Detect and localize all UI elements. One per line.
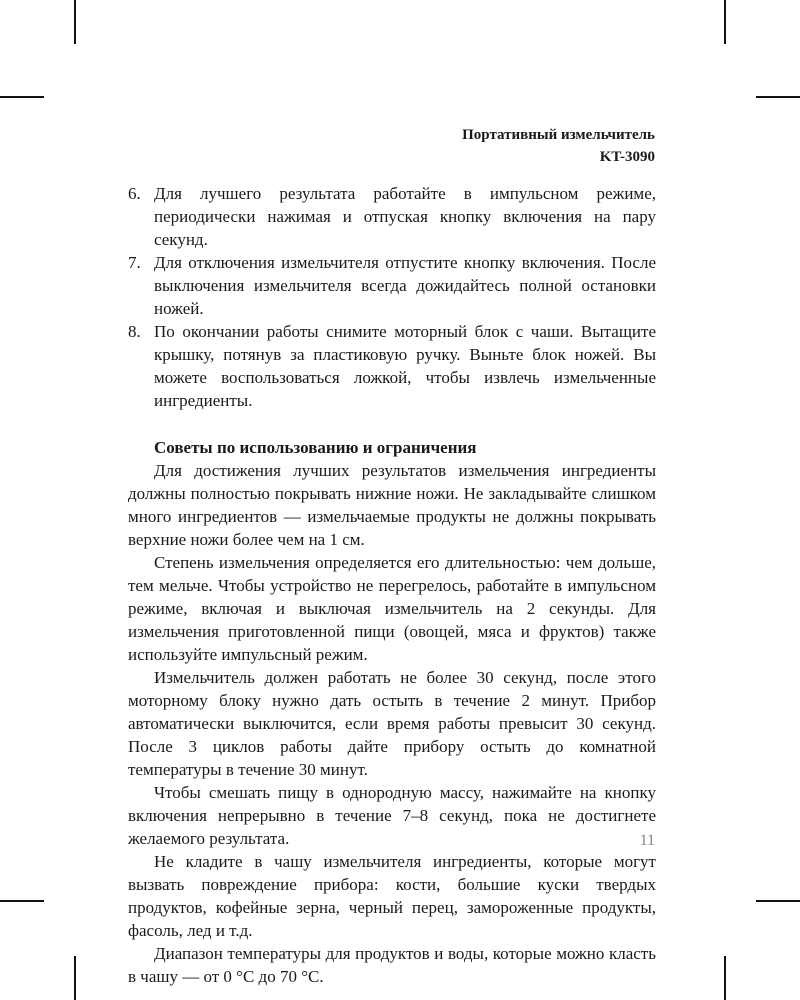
crop-mark-left-lower	[0, 900, 44, 902]
section-title: Советы по использованию и ограничения	[154, 438, 477, 457]
paragraph: Чтобы смешать пищу в однородную массу, нажимайте на кнопку включения непрерывно в течение 7–8 секунд, пока не достигнете желаемого результата.	[128, 783, 656, 848]
paragraph: Диапазон температуры для продуктов и воды, которые можно класть в чашу — от 0 °С до 70 °С.	[128, 944, 656, 986]
step-number: 8.	[128, 322, 141, 341]
instruction-steps	[128, 182, 656, 412]
crop-mark-top-left	[74, 0, 76, 44]
step-number: 6.	[128, 184, 141, 203]
header-product-name: Портативный измельчитель	[462, 127, 655, 143]
page-content	[128, 182, 656, 988]
paragraph: Для достижения лучших результатов измельчения ингредиенты должны полностью покрывать нижние ножи. Не закладывайте слишком много ингредиентов — измельчаемые продукты не должны покрывать верхние ножи более чем на 1 см.	[128, 461, 656, 549]
crop-mark-right-upper	[756, 96, 800, 98]
crop-mark-right-lower	[756, 900, 800, 902]
step-text: По окончании работы снимите моторный блок с чаши. Вытащите крышку, потянув за пластиковую ручку. Выньте блок ножей. Вы можете воспользоваться ложкой, чтобы извлечь измельченные ингредиенты.	[154, 322, 656, 410]
step-number: 7.	[128, 253, 141, 272]
crop-mark-top-right	[724, 0, 726, 44]
crop-mark-bottom-right	[724, 956, 726, 1000]
step-7	[128, 251, 656, 320]
step-text: Для лучшего результата работайте в импульсном режиме, периодически нажимая и отпуская кнопку включения на пару секунд.	[154, 184, 656, 249]
running-header	[462, 124, 655, 168]
paragraph: Степень измельчения определяется его длительностью: чем дольше, тем мельче. Чтобы устройство не перегрелось, работайте в импульсном режиме, включая и выключая измельчитель на 2 секунды. Для измельчения приготовленной пищи (овощей, мяса и фруктов) также используйте импульсный режим.	[128, 553, 656, 664]
paragraph: Не кладите в чашу измельчителя ингредиенты, которые могут вызвать повреждение прибора: кости, большие куски твердых продуктов, кофейные зерна, черный перец, замороженные продукты, фасоль, лед и т.д.	[128, 852, 656, 940]
crop-mark-left-upper	[0, 96, 44, 98]
step-6	[128, 182, 656, 251]
step-text: Для отключения измельчителя отпустите кнопку включения. После выключения измельчителя всегда дожидайтесь полной остановки ножей.	[154, 253, 656, 318]
crop-mark-bottom-left	[74, 956, 76, 1000]
page-number: 11	[639, 832, 655, 849]
step-8	[128, 320, 656, 412]
paragraph: Измельчитель должен работать не более 30 секунд, после этого моторному блоку нужно дать остыть в течение 2 минут. Прибор автоматически выключится, если время работы превысит 30 секунд. После 3 циклов работы дайте прибору остыть до комнатной температуры в течение 30 минут.	[128, 668, 656, 779]
header-model: KT-3090	[599, 149, 655, 165]
